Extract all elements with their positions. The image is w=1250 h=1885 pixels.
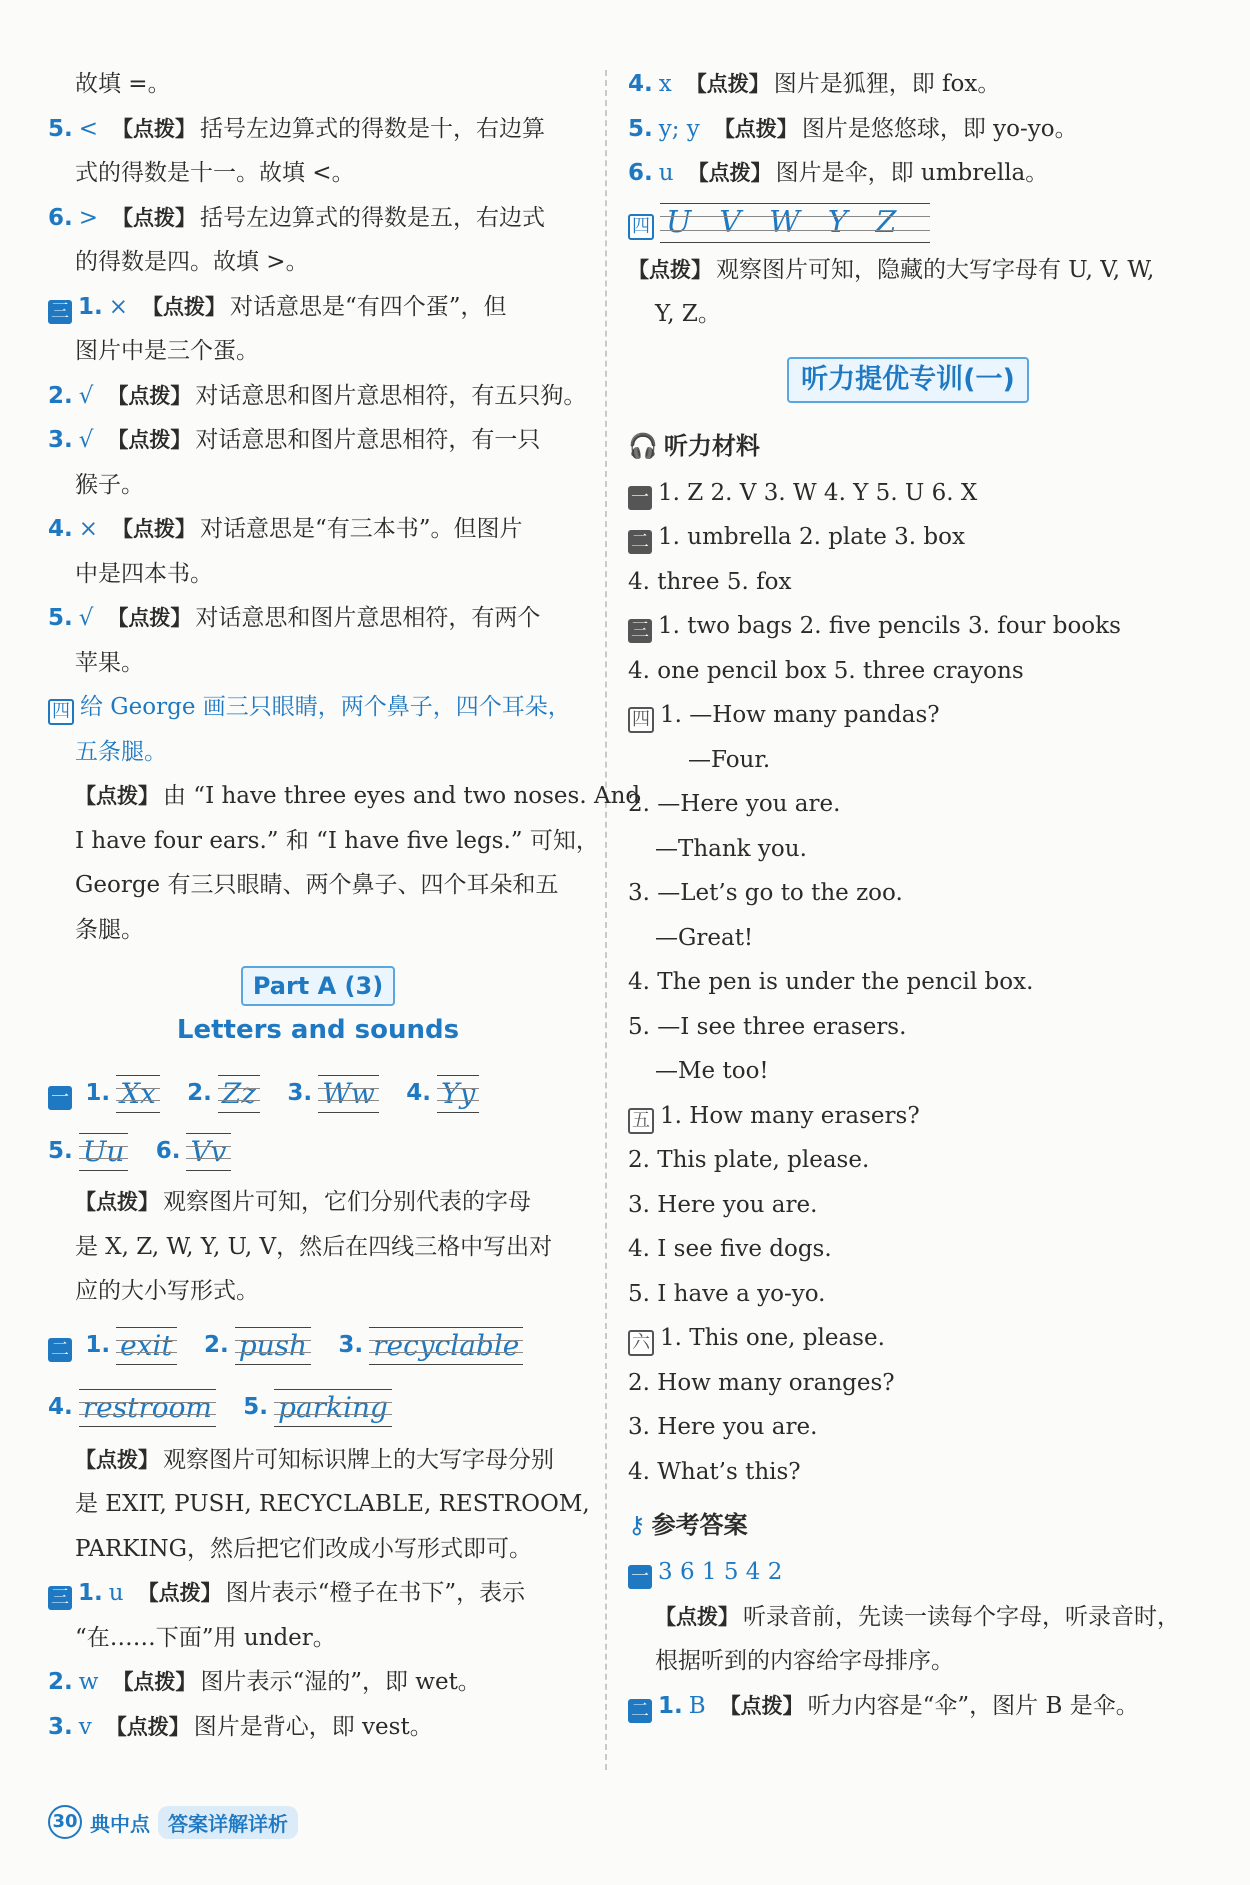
handwriting-row: 二 1. exit 2. push 3. recyclable (48, 1314, 588, 1376)
material-line: 六 1. This one, please. (628, 1316, 1188, 1361)
handwritten-answer: Xx (116, 1075, 160, 1113)
material-line: 三 1. two bags 2. five pencils 3. four books (628, 604, 1188, 649)
material-line: —Me too! (655, 1058, 769, 1084)
material-line: 2. —Here you are. (628, 791, 841, 817)
answer-item: 三 1. u 【点拨】 图片表示“橙子在书下”，表示 (48, 1571, 588, 1616)
answer-item: 2. w 【点拨】 图片表示“湿的”，即 wet。 (48, 1669, 481, 1695)
text-line: 是 X, Z, W, Y, U, V，然后在四线三格中写出对 (75, 1233, 553, 1260)
text-line: Y, Z。 (655, 301, 721, 327)
handwritten-answer: Yy (437, 1075, 479, 1113)
text-line: 故填 =。 (75, 71, 171, 97)
text-line: 中是四本书。 (75, 560, 213, 587)
answer-item: 四 给 George 画三只眼睛，两个鼻子，四个耳朵， (48, 685, 588, 730)
brand-logo: 典中点 (90, 1811, 150, 1836)
answer-item: 5. √ 【点拨】 对话意思和图片意思相符，有两个 (48, 605, 541, 631)
text-line: 式的得数是十一。故填 <。 (75, 160, 355, 186)
text-line: “在……下面”用 under。 (75, 1624, 336, 1651)
handwritten-answer: Ww (318, 1075, 379, 1113)
listening-heading: 🎧 听力材料 (628, 431, 760, 460)
text-line: 是 EXIT, PUSH, RECYCLABLE, RESTROOM, (75, 1491, 590, 1517)
material-line: 4. three 5. fox (628, 568, 792, 595)
handwritten-answer: Uu (79, 1133, 129, 1171)
footer-label: 答案详解详析 (158, 1806, 298, 1839)
section-marker: 三 (48, 1586, 72, 1610)
text-line: 五条腿。 (75, 738, 167, 765)
material-line: 五 1. How many erasers? (628, 1094, 1188, 1139)
explanation: 【点拨】 由 “I have three eyes and two noses. And (75, 783, 641, 809)
answer-item: 5. < 【点拨】 括号左边算式的得数是十，右边算 (48, 115, 546, 142)
answer-item: 4. x 【点拨】 图片是狐狸，即 fox。 (628, 71, 1001, 97)
answer-item: 3. √ 【点拨】 对话意思和图片意思相符，有一只 (48, 427, 541, 453)
handwritten-letters: UVWYZ (660, 203, 930, 243)
material-line: —Great! (655, 924, 754, 951)
section-marker: 五 (628, 1108, 654, 1134)
material-line: 一 1. Z 2. V 3. W 4. Y 5. U 6. X (628, 471, 1188, 516)
text-line: I have four ears.” 和 “I have five legs.” 可知， (75, 827, 599, 854)
handwriting-row: 4. restroom 5. parking (48, 1376, 588, 1438)
handwritten-answer: Zz (218, 1075, 260, 1113)
page-number: 30 (48, 1805, 82, 1839)
material-line: 3. Here you are. (628, 1191, 818, 1218)
explanation: 【点拨】 听录音前，先读一读每个字母，听录音时， (655, 1603, 1180, 1630)
section-marker: 二 (628, 1699, 652, 1723)
text-line: 应的大小写形式。 (75, 1278, 259, 1304)
section-marker: 四 (628, 214, 654, 240)
handwriting-row: 5. Uu 6. Vv (48, 1122, 588, 1180)
material-line: 4. one pencil box 5. three crayons (628, 657, 1024, 684)
material-line: 5. —I see three erasers. (628, 1013, 907, 1040)
right-column (628, 62, 1188, 1728)
handwritten-answer: parking (274, 1389, 392, 1427)
material-line: 4. What’s this? (628, 1458, 801, 1485)
section-marker: 一 (628, 486, 652, 510)
text-line: 条腿。 (75, 916, 144, 943)
material-line: 2. This plate, please. (628, 1147, 870, 1173)
material-line: —Thank you. (655, 835, 807, 862)
material-line: —Four. (688, 746, 771, 773)
handwriting-row (628, 196, 1188, 248)
part-subtitle: Letters and sounds (176, 1015, 460, 1045)
handwritten-answer: restroom (79, 1389, 216, 1427)
left-column (48, 62, 641, 1749)
answers-heading: ⚷ 参考答案 (628, 1511, 748, 1539)
section-marker: 二 (48, 1338, 72, 1362)
text-line: 的得数是四。故填 >。 (75, 249, 309, 275)
text-line: George 有三只眼睛、两个鼻子、四个耳朵和五 (75, 872, 559, 898)
answer-item: 6. > 【点拨】 括号左边算式的得数是五，右边式 (48, 204, 546, 231)
text-line: 猴子。 (75, 471, 144, 498)
section-marker: 二 (628, 530, 652, 554)
section-marker: 一 (628, 1565, 652, 1589)
text-line: 图片中是三个蛋。 (75, 338, 259, 364)
answer-item: 一 3 6 1 5 4 2 (628, 1550, 1188, 1595)
material-line: 2. How many oranges? (628, 1369, 895, 1396)
answer-item: 4. × 【点拨】 对话意思是“有三本书”。但图片 (48, 516, 523, 542)
answer-item: 二 1. B 【点拨】 听力内容是“伞”，图片 B 是伞。 (628, 1684, 1188, 1729)
text-line: PARKING，然后把它们改成小写形式即可。 (75, 1535, 533, 1562)
headphones-icon: 🎧 (628, 431, 658, 460)
section-title: 听力提优专训(一) (628, 357, 1188, 403)
text-line: 根据听到的内容给字母排序。 (655, 1648, 954, 1674)
text-line: 苹果。 (75, 649, 144, 676)
material-line: 二 1. umbrella 2. plate 3. box (628, 515, 1188, 560)
material-line: 3. Here you are. (628, 1414, 818, 1440)
section-marker: 四 (628, 707, 654, 733)
part-title: Part A (3) (48, 966, 588, 1006)
column-divider (605, 70, 607, 1770)
material-line: 4. The pen is under the pencil box. (628, 969, 1034, 995)
explanation: 【点拨】 观察图片可知，它们分别代表的字母 (75, 1189, 531, 1215)
key-icon: ⚷ (628, 1511, 646, 1539)
answer-item: 3. v 【点拨】 图片是背心，即 vest。 (48, 1713, 433, 1740)
section-marker: 四 (48, 699, 74, 725)
explanation: 【点拨】 观察图片可知标识牌上的大写字母分别 (75, 1446, 554, 1473)
handwritten-answer: Vv (186, 1133, 230, 1171)
answer-item: 2. √ 【点拨】 对话意思和图片意思相符，有五只狗。 (48, 382, 587, 409)
material-line: 四 1. —How many pandas? (628, 693, 1188, 738)
material-line: 3. —Let’s go to the zoo. (628, 880, 903, 906)
section-marker: 六 (628, 1330, 654, 1356)
section-marker: 三 (628, 619, 652, 643)
handwritten-answer: exit (116, 1327, 177, 1365)
material-line: 4. I see five dogs. (628, 1236, 832, 1262)
answer-item: 5. y; y 【点拨】 图片是悠悠球，即 yo-yo。 (628, 115, 1078, 142)
handwriting-row: 一 1. Xx 2. Zz 3. Ww 4. Yy (48, 1064, 588, 1122)
material-line: 5. I have a yo-yo. (628, 1280, 826, 1307)
handwritten-answer: recyclable (369, 1327, 523, 1365)
answer-item: 三 1. × 【点拨】 对话意思是“有四个蛋”，但 (48, 285, 588, 330)
section-marker: 三 (48, 300, 72, 324)
section-marker: 一 (48, 1086, 72, 1110)
answer-item: 6. u 【点拨】 图片是伞，即 umbrella。 (628, 160, 1049, 186)
handwritten-answer: push (235, 1327, 311, 1365)
explanation: 【点拨】 观察图片可知，隐藏的大写字母有 U, V, W, (628, 256, 1155, 283)
page-footer (48, 1805, 298, 1839)
